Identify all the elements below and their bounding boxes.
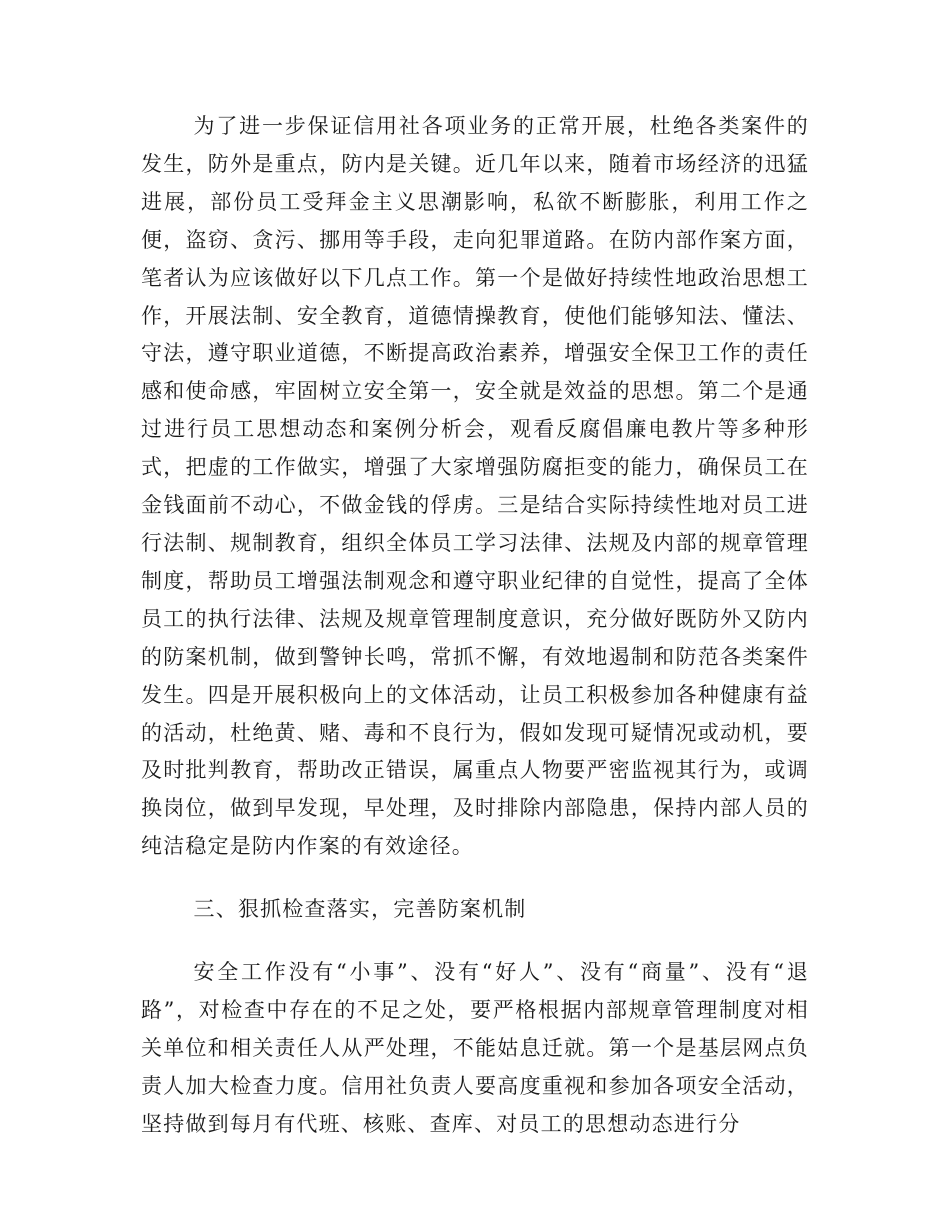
- section-heading: 三、狠抓检查落实，完善防案机制: [193, 897, 527, 922]
- paragraph-anti-internal-crime: 为了进一步保证信用社各项业务的正常开展，杜绝各类案件的发生，防外是重点，防内是关键。近几年以来，随着市场经济的迅猛进展，部份员工受拜金主义思潮影响，私欲不断膨胀，利用工作之便，盗窃、贪污、挪用等手段，走向犯罪道路。在防内部作案方面，笔者认为应该做好以下几点工作。第一个是做好持续性地政治思想工作，开展法制、安全教育，道德情操教育，使他们能够知法、懂法、守法，遵守职业道德，不断提高政治素养，增强安全保卫工作的责任感和使命感，牢固树立安全第一，安全就是效益的思想。第二个是通过进行员工思想动态和案例分析会，观看反腐倡廉电教片等多种形式，把虚的工作做实，增强了大家增强防腐拒变的能力，确保员工在金钱面前不动心，不做金钱的俘虏。三是结合实际持续性地对员工进行法制、规制教育，组织全体员工学习法律、法规及内部的规章管理制度，帮助员工增强法制观念和遵守职业纪律的自觉性，提高了全体员工的执行法律、法规及规章管理制度意识，充分做好既防外又防内的防案机制，做到警钟长鸣，常抓不懈，有效地遏制和防范各类案件发生。四是开展积极向上的文体活动，让员工积极参加各种健康有益的活动，杜绝黄、赌、毒和不良行为，假如发现可疑情况或动机，要及时批判教育，帮助改正错误，属重点人物要严密监视其行为，或调换岗位，做到早发现，早处理，及时排除内部隐患，保持内部人员的纯洁稳定是防内作案的有效途径。: [141, 114, 809, 859]
- paragraph-inspection: 安全工作没有“小事”、没有“好人”、没有“商量”、没有“退路”，对检查中存在的不足之处，要严格根据内部规章管理制度对相关单位和相关责任人从严处理，不能姑息迁就。第一个是基层网点负责人加大检查力度。信用社负责人要高度重视和参加各项安全活动，坚持做到每月有代班、核账、查库、对员工的思想动态进行分: [141, 960, 809, 1136]
- document-body: [141, 108, 809, 1144]
